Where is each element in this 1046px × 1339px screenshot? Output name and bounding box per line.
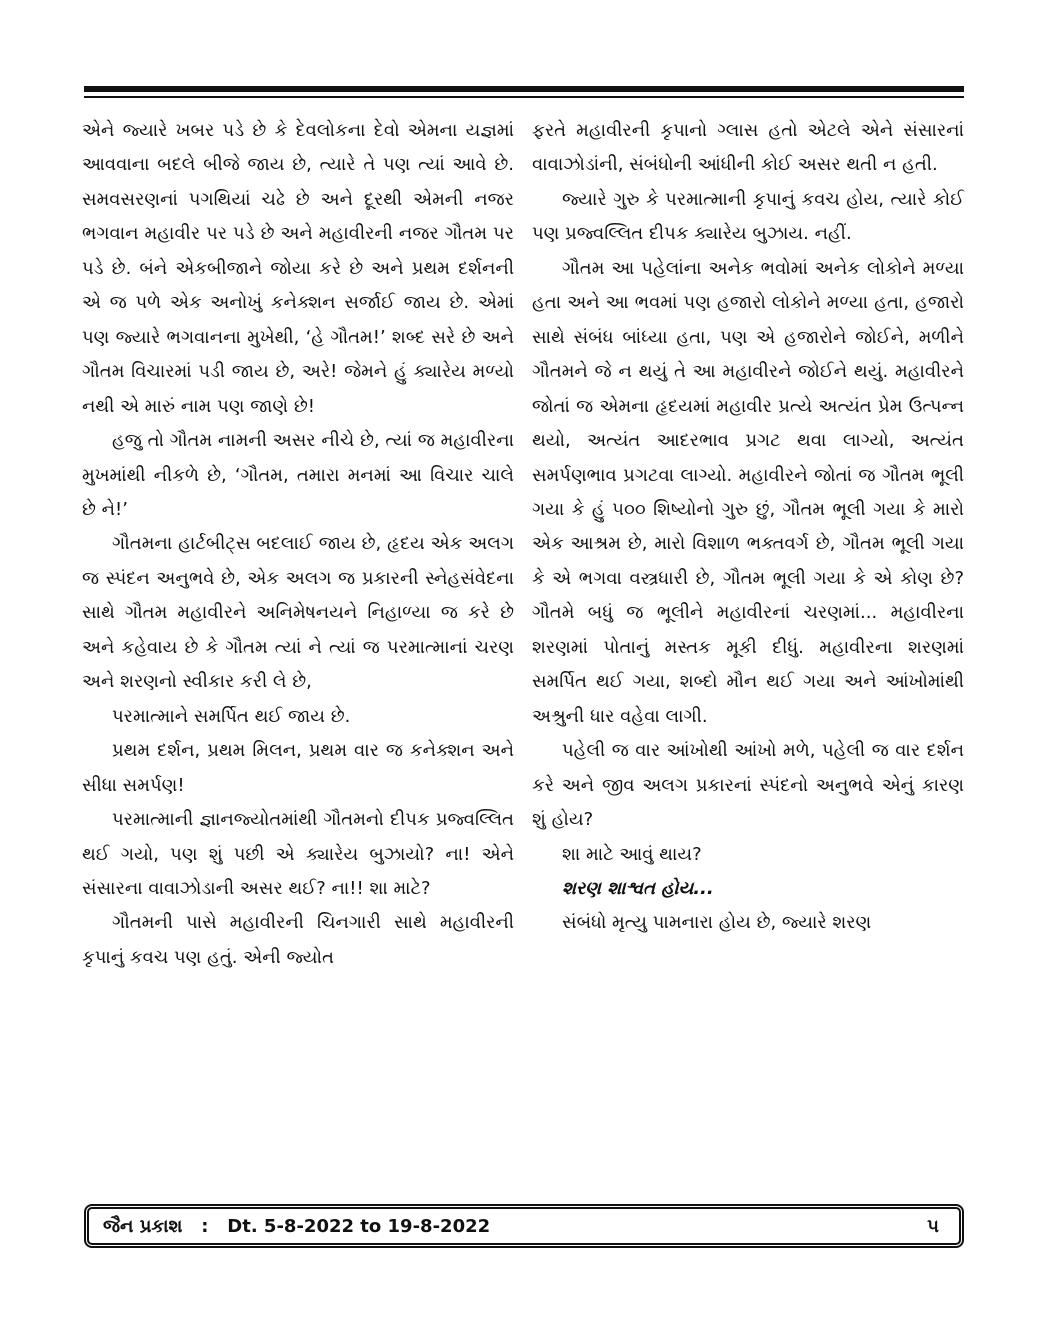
left-paragraph-5: પ્રથમ દર્શન, પ્રથમ મિલન, પ્રથમ વાર જ કનેક્શન અને સીધા સમર્પણ! [82,740,514,796]
publication-name: જૈન પ્રકાશ [103,1215,183,1237]
issue-date-range: Dt. 5-8-2022 to 19-8-2022 [227,1215,491,1237]
left-paragraph-3: ગૌતમના હાર્ટબીટ્સ બદલાઈ જાય છે, હૃદય એક અલગ જ સ્પંદન અનુભવે છે, એક અલગ જ પ્રકારની સ્નેહસંવેદના સાથે ગૌતમ મહાવીરને અનિમેષનયને નિહાળ્યા જ કરે છે અને કહેવાય છે કે ગૌતમ ત્યાં ને ત્યાં જ પરમાત્માનાં ચરણ અને શરણનો સ્વીકાર કરી લે છે, [82,533,514,693]
right-paragraph-4: પહેલી જ વાર આંખોથી આંખો મળે, પહેલી જ વાર દર્શન કરે અને જીવ અલગ પ્રકારનાં સ્પંદનો અનુભવે એનું કારણ શું હોય? [532,740,964,831]
left-paragraph-4: પરમાત્માને સમર્પિત થઈ જાય છે. [112,705,351,727]
page-footer [84,1204,964,1248]
right-column [532,114,964,941]
footer-separator: : [201,1215,209,1237]
footer-publication-info [103,1216,490,1237]
section-heading [532,872,964,906]
right-paragraph-last: સંબંધો મૃત્યુ પામનારા હોય છે, જ્યારે શરણ [562,912,872,934]
left-paragraph-6: પરમાત્માની જ્ઞાનજ્યોતમાંથી ગૌતમનો દીપક પ્રજ્વલ્લિત થઈ ગયો, પણ શું પછી એ ક્યારેય બુઝાયો? ના! એને સંસારના વાવાઝોડાની અસર થઈ? ના!! શા માટે? [82,809,514,899]
header-thick-rule [84,86,964,92]
right-paragraph-2: જ્યારે ગુરુ કે પરમાત્માની કૃપાનું કવચ હોય, ત્યારે કોઈ પણ પ્રજ્વલ્લિત દીપક ક્યારેય બુઝાય. નહીં. [532,188,964,245]
section-heading-text: શરણ શાશ્વત હોય... [562,877,714,899]
page-number: ૫ [927,1215,939,1237]
right-paragraph-3: ગૌતમ આ પહેલાંના અનેક ભવોમાં અનેક લોકોને મળ્યા હતા અને આ ભવમાં પણ હજારો લોકોને મળ્યા હતા, હજારો સાથે સંબંધ બાંધ્યા હતા, પણ એ હજારોને જોઈને, મળીને ગૌતમને જે ન થયું તે આ મહાવીરને જોઈને થયું. મહાવીરને જોતાં જ એમના હૃદયમાં મહાવીર પ્રત્યે અત્યંત પ્રેમ ઉત્પન્ન થયો, અત્યંત આદરભાવ પ્રગટ થવા લાગ્યો, અત્યંત સમર્પણભાવ પ્રગટવા લાગ્યો. મહાવીરને જોતાં જ ગૌતમ ભૂલી ગયા કે હું ૫૦૦ શિષ્યોનો ગુરુ છું, ગૌતમ ભૂલી ગયા કે મારો એક આશ્રમ છે, મારો વિશાળ ભક્તવર્ગ છે, ગૌતમ ભૂલી ગયા કે એ ભગવા વસ્ત્રધારી છે, ગૌતમ ભૂલી ગયા કે એ કોણ છે? ગૌતમે બધું જ ભૂલીને મહાવીરનાં ચરણમાં... મહાવીરના શરણમાં પોતાનું મસ્તક મૂકી દીધું. મહાવીરના શરણમાં સમર્પિત થઈ ગયા, શબ્દો મૌન થઈ ગયા અને આંખોમાંથી અશ્રુની ધાર વહેવા લાગી. [532,257,964,727]
right-paragraph-1: ફરતે મહાવીરની કૃપાનો ગ્લાસ હતો એટલે એને સંસારનાં વાવાઝોડાંની, સંબંધોની આંધીની કોઈ અસર થતી ન હતી. [532,120,964,176]
left-paragraph-7: ગૌતમની પાસે મહાવીરની ચિનગારી સાથે મહાવીરની કૃપાનું કવચ પણ હતું. એની જ્યોત [82,912,514,968]
left-paragraph-2: હજુ તો ગૌતમ નામની અસર નીચે છે, ત્યાં જ મહાવીરના મુખમાંથી નીકળે છે, ‘ગૌતમ, તમારા મનમાં આ વિચાર ચાલે છે ને!’ [82,430,514,520]
left-column [82,114,514,975]
right-paragraph-5: શા માટે આવું થાય? [562,843,702,865]
header-thin-rule [84,96,964,98]
left-paragraph-1: એને જ્યારે ખબર પડે છે કે દેવલોકના દેવો એમના યજ્ઞમાં આવવાના બદલે બીજે જાય છે, ત્યારે તે પણ ત્યાં આવે છે. સમવસરણનાં પગથિયાં ચઢે છે અને દૂરથી એમની નજર ભગવાન મહાવીર પર પડે છે અને મહાવીરની નજર ગૌતમ પર પડે છે. બંને એકબીજાને જોયા કરે છે અને પ્રથમ દર્શનની એ જ પળે એક અનોખું કનેક્શન સર્જાઈ જાય છે. એમાં પણ જ્યારે ભગવાનના મુખેથી, ‘હે ગૌતમ!’ શબ્દ સરે છે અને ગૌતમ વિચારમાં પડી જાય છે, અરે! જેમને હું ક્યારેય મળ્યો નથી એ મારું નામ પણ જાણે છે! [82,120,514,417]
